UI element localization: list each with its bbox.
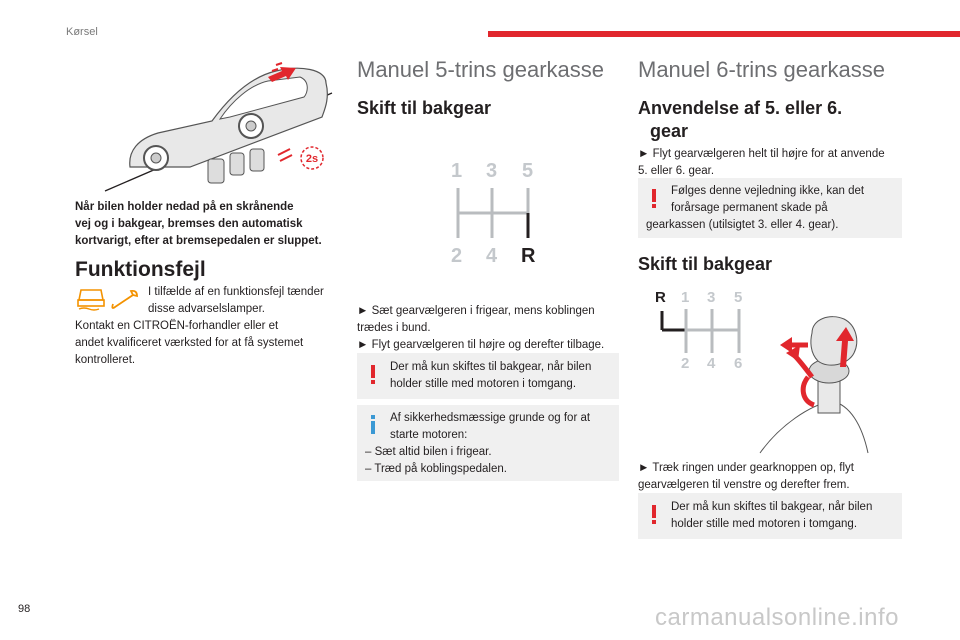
info-line: starte motoren: — [390, 429, 468, 441]
six-speed-step1 — [638, 146, 885, 180]
warning-line: Der må kun skiftes til bakgear, når bilen — [390, 361, 592, 373]
gear-4: 4 — [486, 245, 498, 267]
fault-line: andet kvalificeret værksted for at få systemet — [75, 337, 304, 349]
caption-line: vej og i bakgear, bremses den automatisk — [75, 218, 303, 230]
gear-4: 4 — [707, 355, 716, 372]
gear-3: 3 — [486, 160, 498, 182]
gear-2: 2 — [451, 245, 463, 267]
five-speed-info-note — [357, 405, 619, 481]
gear-5: 5 — [734, 289, 743, 306]
gear-2: 2 — [681, 355, 690, 372]
five-speed-gear-diagram — [450, 158, 550, 268]
fault-heading: Funktionsfejl — [75, 258, 206, 281]
exclamation-icon — [652, 189, 656, 208]
six-speed-title: Manuel 6-trins gearkasse — [638, 57, 886, 82]
caption-line: Når bilen holder nedad på en skrånende — [75, 201, 294, 213]
six-speed-gear-diagram — [655, 289, 745, 375]
info-line: – Sæt altid bilen i frigear. — [365, 446, 492, 458]
gear-knob-illustration — [750, 305, 870, 455]
five-speed-warning-note — [357, 353, 619, 399]
warning-line: holder stille med motoren i tomgang. — [671, 518, 858, 530]
step-line: 5. eller 6. gear. — [638, 165, 715, 177]
fault-line: kontrolleret. — [75, 354, 136, 366]
info-line: – Træd på koblingspedalen. — [365, 463, 507, 475]
six-speed-heading-line2: gear — [650, 121, 689, 141]
header-accent-bar — [488, 31, 960, 37]
step-line: ► Flyt gearvælgeren helt til højre for at anvende — [638, 148, 885, 160]
warning-line: forårsage permanent skade på — [671, 202, 828, 214]
page-number: 98 — [18, 603, 31, 615]
step-line: ► Træk ringen under gearknoppen op, flyt — [638, 462, 854, 474]
step-line: ► Sæt gearvælgeren i frigear, mens koblingen — [357, 305, 595, 317]
gear-reverse: R — [521, 245, 536, 267]
slope-caption — [75, 199, 322, 250]
gear-3: 3 — [707, 289, 716, 306]
six-speed-warning-note-2 — [638, 493, 902, 539]
gear-1: 1 — [451, 160, 463, 182]
warning-lamps-icon — [75, 286, 145, 312]
step-line: ► Flyt gearvælgeren til højre og derefter tilbage. — [357, 339, 605, 351]
fault-line: I tilfælde af en funktionsfejl tænder — [148, 286, 324, 298]
header-section-title: Kørsel — [66, 26, 98, 38]
exclamation-icon — [652, 505, 656, 524]
fault-line: Kontakt en CITROËN-forhandler eller et — [75, 320, 279, 332]
six-speed-reverse-heading: Skift til bakgear — [638, 254, 773, 274]
gear-5: 5 — [522, 160, 534, 182]
six-speed-warning-note-1 — [638, 178, 902, 238]
warning-line: Der må kun skiftes til bakgear, når bilen — [671, 501, 873, 513]
fault-line: disse advarselslamper. — [148, 303, 265, 315]
gear-reverse: R — [655, 289, 666, 306]
gear-1: 1 — [681, 289, 690, 306]
six-speed-step2 — [638, 460, 854, 494]
warning-line: Følges denne vejledning ikke, kan det — [671, 185, 865, 197]
warning-line: holder stille med motoren i tomgang. — [390, 378, 577, 390]
five-speed-reverse-heading: Skift til bakgear — [357, 98, 492, 118]
five-speed-steps — [357, 303, 604, 354]
timer-label: 2s — [305, 153, 319, 165]
exclamation-icon — [371, 365, 375, 384]
warning-line: gearkassen (utilsigtet 3. eller 4. gear). — [646, 219, 839, 231]
six-speed-heading-line1: Anvendelse af 5. eller 6. — [638, 98, 843, 118]
caption-line: kortvarigt, efter at bremsepedalen er sluppet. — [75, 235, 322, 247]
car-slope-illustration — [100, 55, 340, 195]
fault-text-indent — [148, 284, 324, 318]
info-line: Af sikkerhedsmæssige grunde og for at — [390, 412, 591, 424]
five-speed-title: Manuel 5-trins gearkasse — [357, 57, 605, 82]
info-icon — [371, 415, 375, 434]
watermark: carmanualsonline.info — [655, 604, 899, 631]
gear-6: 6 — [734, 355, 743, 372]
step-line: gearvælgeren til venstre og derefter frem. — [638, 479, 850, 491]
fault-text — [75, 318, 303, 369]
step-line: trædes i bund. — [357, 322, 431, 334]
